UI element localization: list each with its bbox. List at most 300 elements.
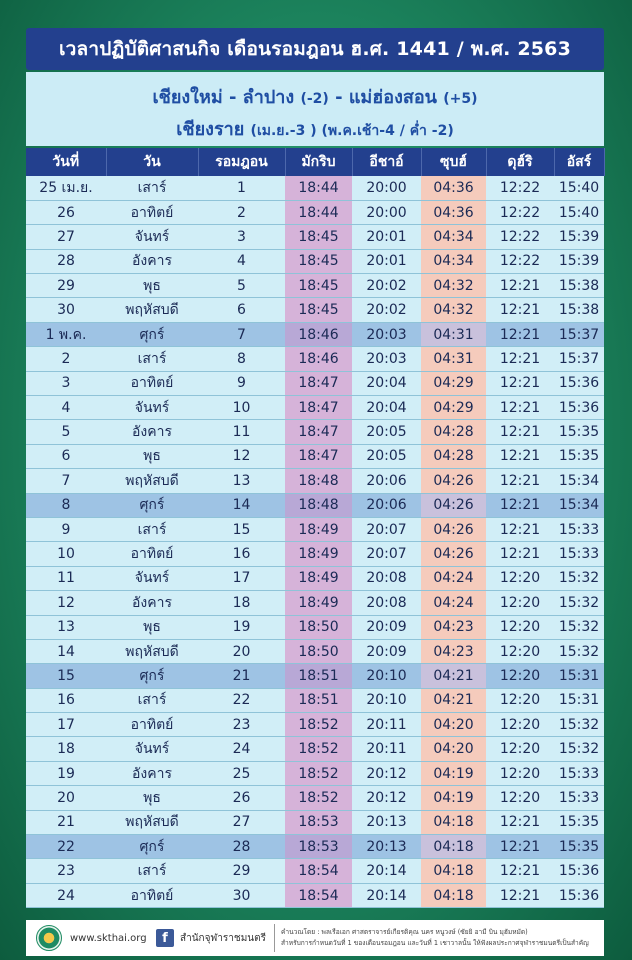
cell-date: 22 — [26, 835, 106, 859]
cell-maghrib: 18:54 — [285, 883, 352, 907]
cell-subh: 04:20 — [421, 737, 486, 761]
credit-line: สำหรับการกำหนดวันที่ 1 ของเดือนรอมฎอน และวันที่ 1 เชาวาลนั้น ให้ฟังผลประกาศจุฬาราชมนตรีเป็นสำคัญ — [281, 939, 589, 947]
cell-asr: 15:36 — [554, 371, 604, 395]
cell-day: จันทร์ — [106, 566, 198, 590]
cell-day: อังคาร — [106, 591, 198, 615]
cell-isha: 20:00 — [352, 200, 421, 224]
credit-line: คำนวณโดย : พลเรือเอก ศาสตราจารย์เกียรติคุณ นคร หนูวงษ์ (ซัยยิ อามี บิน มุฮัมหมัด) — [281, 928, 528, 936]
cell-asr: 15:33 — [554, 786, 604, 810]
table-row — [26, 225, 604, 249]
adjustment-value: (+5) — [443, 91, 478, 107]
cell-day: อาทิตย์ — [106, 713, 198, 737]
location-chiangrai: เชียงราย — [176, 119, 245, 140]
adjustment-line-1 — [26, 82, 604, 111]
cell-subh: 04:34 — [421, 225, 486, 249]
cell-isha: 20:08 — [352, 591, 421, 615]
cell-day: ศุกร์ — [106, 664, 198, 688]
cell-date: 12 — [26, 591, 106, 615]
cell-dhuhr: 12:21 — [486, 517, 554, 541]
footer — [26, 920, 604, 956]
table-row — [26, 688, 604, 712]
cell-isha: 20:07 — [352, 517, 421, 541]
cell-asr: 15:32 — [554, 615, 604, 639]
cell-day: อาทิตย์ — [106, 371, 198, 395]
cell-asr: 15:32 — [554, 566, 604, 590]
cell-subh: 04:24 — [421, 591, 486, 615]
cell-isha: 20:01 — [352, 225, 421, 249]
cell-dhuhr: 12:22 — [486, 200, 554, 224]
cell-ramadan-day: 21 — [198, 664, 285, 688]
table-row — [26, 200, 604, 224]
cell-asr: 15:36 — [554, 859, 604, 883]
cell-ramadan-day: 7 — [198, 322, 285, 346]
cell-dhuhr: 12:21 — [486, 835, 554, 859]
table-row — [26, 615, 604, 639]
cell-dhuhr: 12:21 — [486, 542, 554, 566]
cell-dhuhr: 12:20 — [486, 786, 554, 810]
cell-date: 14 — [26, 639, 106, 663]
cell-dhuhr: 12:21 — [486, 444, 554, 468]
table-row — [26, 664, 604, 688]
cell-subh: 04:18 — [421, 810, 486, 834]
cell-date: 10 — [26, 542, 106, 566]
cell-dhuhr: 12:21 — [486, 347, 554, 371]
cell-day: พุธ — [106, 444, 198, 468]
cell-maghrib: 18:49 — [285, 591, 352, 615]
cell-day: อาทิตย์ — [106, 200, 198, 224]
cell-maghrib: 18:52 — [285, 761, 352, 785]
cell-subh: 04:31 — [421, 347, 486, 371]
column-header-asr: อัสร์ — [554, 148, 604, 176]
cell-day: พุธ — [106, 274, 198, 298]
cell-date: 27 — [26, 225, 106, 249]
table-body — [26, 176, 604, 908]
cell-ramadan-day: 4 — [198, 249, 285, 273]
cell-date: 23 — [26, 859, 106, 883]
cell-asr: 15:33 — [554, 517, 604, 541]
website-link[interactable]: www.skthai.org — [70, 932, 147, 944]
cell-ramadan-day: 17 — [198, 566, 285, 590]
cell-asr: 15:37 — [554, 347, 604, 371]
cell-subh: 04:21 — [421, 688, 486, 712]
cell-maghrib: 18:48 — [285, 469, 352, 493]
cell-dhuhr: 12:20 — [486, 566, 554, 590]
column-header-date: วันที่ — [26, 148, 106, 176]
cell-asr: 15:40 — [554, 176, 604, 200]
footer-divider — [274, 924, 275, 952]
cell-day: ศุกร์ — [106, 835, 198, 859]
table-row — [26, 810, 604, 834]
cell-date: 17 — [26, 713, 106, 737]
cell-day: พฤหัสบดี — [106, 298, 198, 322]
cell-ramadan-day: 8 — [198, 347, 285, 371]
cell-maghrib: 18:44 — [285, 200, 352, 224]
cell-maghrib: 18:53 — [285, 810, 352, 834]
cell-subh: 04:29 — [421, 396, 486, 420]
cell-date: 18 — [26, 737, 106, 761]
cell-ramadan-day: 10 — [198, 396, 285, 420]
cell-dhuhr: 12:21 — [486, 859, 554, 883]
cell-subh: 04:18 — [421, 859, 486, 883]
cell-date: 3 — [26, 371, 106, 395]
table-row — [26, 835, 604, 859]
column-header-isha: อีชาอ์ — [352, 148, 421, 176]
cell-day: พฤหัสบดี — [106, 469, 198, 493]
cell-dhuhr: 12:20 — [486, 591, 554, 615]
cell-maghrib: 18:45 — [285, 274, 352, 298]
cell-dhuhr: 12:22 — [486, 225, 554, 249]
cell-maghrib: 18:47 — [285, 396, 352, 420]
cell-dhuhr: 12:22 — [486, 249, 554, 273]
cell-subh: 04:20 — [421, 713, 486, 737]
cell-ramadan-day: 3 — [198, 225, 285, 249]
cell-maghrib: 18:49 — [285, 566, 352, 590]
cell-subh: 04:32 — [421, 298, 486, 322]
cell-maghrib: 18:50 — [285, 615, 352, 639]
column-header-dhuhr: ดุฮ์ริ — [486, 148, 554, 176]
cell-maghrib: 18:45 — [285, 225, 352, 249]
cell-isha: 20:09 — [352, 639, 421, 663]
cell-dhuhr: 12:21 — [486, 274, 554, 298]
cell-date: 9 — [26, 517, 106, 541]
table-row — [26, 176, 604, 200]
cell-dhuhr: 12:21 — [486, 298, 554, 322]
cell-subh: 04:29 — [421, 371, 486, 395]
skthai-logo-icon — [36, 925, 62, 951]
cell-day: เสาร์ — [106, 347, 198, 371]
cell-subh: 04:34 — [421, 249, 486, 273]
cell-ramadan-day: 19 — [198, 615, 285, 639]
table-row — [26, 786, 604, 810]
cell-date: 16 — [26, 688, 106, 712]
cell-maghrib: 18:46 — [285, 322, 352, 346]
table-row — [26, 249, 604, 273]
table-row — [26, 396, 604, 420]
cell-dhuhr: 12:20 — [486, 615, 554, 639]
cell-isha: 20:08 — [352, 566, 421, 590]
cell-day: จันทร์ — [106, 396, 198, 420]
cell-dhuhr: 12:21 — [486, 810, 554, 834]
cell-isha: 20:02 — [352, 274, 421, 298]
column-header-maghrib: มักริบ — [285, 148, 352, 176]
cell-maghrib: 18:52 — [285, 786, 352, 810]
cell-asr: 15:39 — [554, 249, 604, 273]
cell-day: เสาร์ — [106, 176, 198, 200]
cell-date: 21 — [26, 810, 106, 834]
cell-subh: 04:19 — [421, 786, 486, 810]
cell-asr: 15:38 — [554, 298, 604, 322]
cell-asr: 15:35 — [554, 810, 604, 834]
cell-date: 13 — [26, 615, 106, 639]
cell-ramadan-day: 5 — [198, 274, 285, 298]
cell-asr: 15:40 — [554, 200, 604, 224]
cell-isha: 20:07 — [352, 542, 421, 566]
cell-asr: 15:33 — [554, 761, 604, 785]
cell-dhuhr: 12:20 — [486, 737, 554, 761]
cell-isha: 20:04 — [352, 396, 421, 420]
cell-dhuhr: 12:20 — [486, 713, 554, 737]
facebook-icon[interactable]: f — [156, 929, 174, 947]
cell-date: 28 — [26, 249, 106, 273]
cell-dhuhr: 12:21 — [486, 371, 554, 395]
page-title: เวลาปฏิบัติศาสนกิจ เดือนรอมฎอน ฮ.ศ. 1441 / พ.ศ. 2563 — [26, 28, 604, 70]
cell-maghrib: 18:47 — [285, 371, 352, 395]
cell-dhuhr: 12:20 — [486, 664, 554, 688]
cell-asr: 15:38 — [554, 274, 604, 298]
cell-date: 6 — [26, 444, 106, 468]
table-row — [26, 883, 604, 907]
cell-day: เสาร์ — [106, 688, 198, 712]
table-row — [26, 761, 604, 785]
cell-day: พฤหัสบดี — [106, 639, 198, 663]
cell-asr: 15:36 — [554, 883, 604, 907]
cell-date: 5 — [26, 420, 106, 444]
cell-maghrib: 18:47 — [285, 420, 352, 444]
cell-date: 7 — [26, 469, 106, 493]
cell-isha: 20:01 — [352, 249, 421, 273]
cell-isha: 20:06 — [352, 469, 421, 493]
cell-isha: 20:05 — [352, 444, 421, 468]
column-header-day: วัน — [106, 148, 198, 176]
cell-ramadan-day: 20 — [198, 639, 285, 663]
cell-day: อังคาร — [106, 761, 198, 785]
cell-isha: 20:03 — [352, 347, 421, 371]
cell-maghrib: 18:52 — [285, 713, 352, 737]
cell-asr: 15:31 — [554, 688, 604, 712]
cell-date: 2 — [26, 347, 106, 371]
cell-ramadan-day: 11 — [198, 420, 285, 444]
cell-isha: 20:11 — [352, 713, 421, 737]
cell-date: 26 — [26, 200, 106, 224]
cell-day: ศุกร์ — [106, 322, 198, 346]
cell-subh: 04:21 — [421, 664, 486, 688]
cell-ramadan-day: 2 — [198, 200, 285, 224]
cell-subh: 04:18 — [421, 835, 486, 859]
cell-date: 25 เม.ย. — [26, 176, 106, 200]
table-row — [26, 298, 604, 322]
cell-date: 19 — [26, 761, 106, 785]
cell-day: พุธ — [106, 615, 198, 639]
table-row — [26, 542, 604, 566]
cell-dhuhr: 12:21 — [486, 469, 554, 493]
cell-asr: 15:37 — [554, 322, 604, 346]
table-row — [26, 639, 604, 663]
table-row — [26, 322, 604, 346]
cell-subh: 04:23 — [421, 615, 486, 639]
cell-subh: 04:28 — [421, 420, 486, 444]
cell-maghrib: 18:50 — [285, 639, 352, 663]
location-adjustments — [26, 72, 604, 146]
cell-ramadan-day: 1 — [198, 176, 285, 200]
cell-asr: 15:32 — [554, 713, 604, 737]
cell-maghrib: 18:44 — [285, 176, 352, 200]
column-header-ramadan: รอมฎอน — [198, 148, 285, 176]
cell-isha: 20:02 — [352, 298, 421, 322]
table-row — [26, 274, 604, 298]
adjustment-value: (เม.ย.-3 ) (พ.ค.เช้า-4 / ค่ำ -2) — [250, 123, 454, 139]
cell-ramadan-day: 23 — [198, 713, 285, 737]
table-row — [26, 444, 604, 468]
adjustment-line-2 — [26, 114, 604, 143]
cell-date: 8 — [26, 493, 106, 517]
table-row — [26, 566, 604, 590]
cell-maghrib: 18:45 — [285, 249, 352, 273]
cell-day: อังคาร — [106, 420, 198, 444]
credits — [281, 927, 604, 949]
cell-asr: 15:36 — [554, 396, 604, 420]
cell-ramadan-day: 27 — [198, 810, 285, 834]
table-row — [26, 713, 604, 737]
table-row — [26, 347, 604, 371]
cell-ramadan-day: 16 — [198, 542, 285, 566]
cell-asr: 15:39 — [554, 225, 604, 249]
cell-asr: 15:33 — [554, 542, 604, 566]
cell-maghrib: 18:49 — [285, 517, 352, 541]
cell-isha: 20:03 — [352, 322, 421, 346]
cell-asr: 15:35 — [554, 835, 604, 859]
cell-ramadan-day: 26 — [198, 786, 285, 810]
cell-date: 24 — [26, 883, 106, 907]
cell-date: 4 — [26, 396, 106, 420]
cell-subh: 04:24 — [421, 566, 486, 590]
cell-ramadan-day: 25 — [198, 761, 285, 785]
cell-subh: 04:31 — [421, 322, 486, 346]
cell-isha: 20:10 — [352, 664, 421, 688]
cell-asr: 15:35 — [554, 444, 604, 468]
cell-dhuhr: 12:20 — [486, 761, 554, 785]
table-row — [26, 493, 604, 517]
cell-isha: 20:13 — [352, 835, 421, 859]
cell-asr: 15:31 — [554, 664, 604, 688]
cell-ramadan-day: 13 — [198, 469, 285, 493]
cell-maghrib: 18:45 — [285, 298, 352, 322]
cell-subh: 04:18 — [421, 883, 486, 907]
table-row — [26, 517, 604, 541]
cell-maghrib: 18:52 — [285, 737, 352, 761]
cell-ramadan-day: 29 — [198, 859, 285, 883]
cell-day: อาทิตย์ — [106, 883, 198, 907]
cell-day: พุธ — [106, 786, 198, 810]
table-row — [26, 737, 604, 761]
cell-day: เสาร์ — [106, 859, 198, 883]
cell-maghrib: 18:51 — [285, 664, 352, 688]
cell-day: อังคาร — [106, 249, 198, 273]
cell-dhuhr: 12:21 — [486, 883, 554, 907]
cell-day: ศุกร์ — [106, 493, 198, 517]
cell-date: 15 — [26, 664, 106, 688]
cell-day: เสาร์ — [106, 517, 198, 541]
cell-maghrib: 18:48 — [285, 493, 352, 517]
cell-dhuhr: 12:20 — [486, 639, 554, 663]
cell-date: 20 — [26, 786, 106, 810]
cell-subh: 04:36 — [421, 200, 486, 224]
cell-asr: 15:35 — [554, 420, 604, 444]
cell-day: อาทิตย์ — [106, 542, 198, 566]
cell-ramadan-day: 22 — [198, 688, 285, 712]
cell-isha: 20:09 — [352, 615, 421, 639]
cell-dhuhr: 12:20 — [486, 688, 554, 712]
cell-asr: 15:32 — [554, 737, 604, 761]
cell-subh: 04:23 — [421, 639, 486, 663]
table-row — [26, 420, 604, 444]
cell-isha: 20:14 — [352, 859, 421, 883]
cell-ramadan-day: 6 — [198, 298, 285, 322]
table-header-row — [26, 148, 604, 176]
cell-isha: 20:04 — [352, 371, 421, 395]
cell-asr: 15:32 — [554, 639, 604, 663]
cell-ramadan-day: 28 — [198, 835, 285, 859]
cell-date: 1 พ.ค. — [26, 322, 106, 346]
cell-isha: 20:12 — [352, 786, 421, 810]
cell-day: จันทร์ — [106, 225, 198, 249]
cell-subh: 04:28 — [421, 444, 486, 468]
cell-day: พฤหัสบดี — [106, 810, 198, 834]
cell-ramadan-day: 9 — [198, 371, 285, 395]
cell-subh: 04:26 — [421, 469, 486, 493]
cell-subh: 04:26 — [421, 517, 486, 541]
cell-isha: 20:10 — [352, 688, 421, 712]
column-header-subh: ซุบฮ์ — [421, 148, 486, 176]
cell-isha: 20:14 — [352, 883, 421, 907]
location-chiangmai: เชียงใหม่ - ลำปาง — [152, 87, 295, 108]
cell-subh: 04:26 — [421, 493, 486, 517]
cell-date: 11 — [26, 566, 106, 590]
cell-ramadan-day: 14 — [198, 493, 285, 517]
cell-maghrib: 18:47 — [285, 444, 352, 468]
cell-dhuhr: 12:21 — [486, 322, 554, 346]
cell-dhuhr: 12:22 — [486, 176, 554, 200]
cell-ramadan-day: 12 — [198, 444, 285, 468]
table-row — [26, 469, 604, 493]
cell-subh: 04:19 — [421, 761, 486, 785]
cell-isha: 20:06 — [352, 493, 421, 517]
cell-isha: 20:05 — [352, 420, 421, 444]
cell-subh: 04:26 — [421, 542, 486, 566]
cell-maghrib: 18:46 — [285, 347, 352, 371]
cell-ramadan-day: 30 — [198, 883, 285, 907]
facebook-page-name[interactable]: สำนักจุฬาราชมนตรี — [180, 932, 266, 944]
cell-asr: 15:34 — [554, 469, 604, 493]
cell-maghrib: 18:49 — [285, 542, 352, 566]
cell-isha: 20:12 — [352, 761, 421, 785]
adjustment-value: (-2) — [300, 91, 329, 107]
cell-isha: 20:13 — [352, 810, 421, 834]
cell-dhuhr: 12:21 — [486, 420, 554, 444]
cell-isha: 20:00 — [352, 176, 421, 200]
cell-dhuhr: 12:21 — [486, 493, 554, 517]
cell-day: จันทร์ — [106, 737, 198, 761]
cell-asr: 15:34 — [554, 493, 604, 517]
cell-maghrib: 18:51 — [285, 688, 352, 712]
cell-maghrib: 18:53 — [285, 835, 352, 859]
location-maehongson: - แม่ฮ่องสอน — [335, 87, 444, 108]
cell-dhuhr: 12:21 — [486, 396, 554, 420]
cell-ramadan-day: 24 — [198, 737, 285, 761]
cell-date: 30 — [26, 298, 106, 322]
cell-subh: 04:36 — [421, 176, 486, 200]
table-row — [26, 591, 604, 615]
cell-maghrib: 18:54 — [285, 859, 352, 883]
table-row — [26, 371, 604, 395]
cell-isha: 20:11 — [352, 737, 421, 761]
table-row — [26, 859, 604, 883]
cell-asr: 15:32 — [554, 591, 604, 615]
prayer-times-table — [26, 148, 605, 908]
cell-ramadan-day: 18 — [198, 591, 285, 615]
cell-date: 29 — [26, 274, 106, 298]
cell-ramadan-day: 15 — [198, 517, 285, 541]
cell-subh: 04:32 — [421, 274, 486, 298]
